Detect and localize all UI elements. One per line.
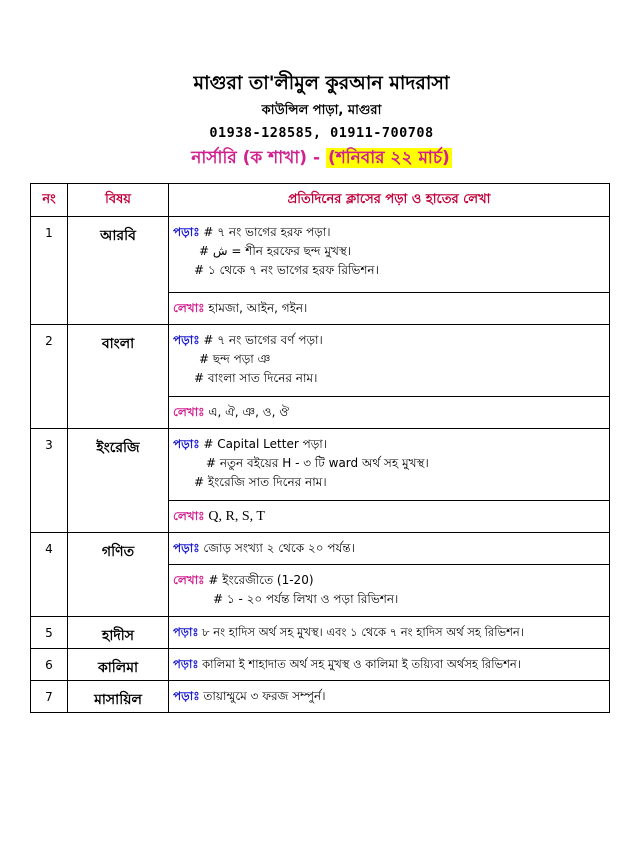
row-number: 4 — [31, 533, 68, 617]
phone-numbers: 01938-128585, 01911-700708 — [209, 125, 434, 141]
read-label: পড়াঃ — [173, 541, 200, 555]
write-line: হামজা, আইন, গইন। — [208, 301, 308, 315]
write-cell — [169, 293, 610, 325]
table-row — [31, 217, 610, 293]
class-date-highlight: (শনিবার ২২ মার্চ) — [327, 148, 450, 168]
read-cell — [169, 325, 610, 397]
row-number: 3 — [31, 429, 68, 533]
subject-name: হাদীস — [68, 617, 169, 649]
class-name: নার্সারি (ক শাখা) — [191, 148, 308, 168]
read-line: তায়াম্মুমে ৩ ফরজ সম্পুর্ন। — [203, 689, 326, 703]
write-line: Q, R, S, T — [208, 509, 265, 524]
read-label: পড়াঃ — [173, 689, 200, 703]
row-number: 7 — [31, 681, 68, 713]
read-label: পড়াঃ — [173, 657, 199, 671]
write-label: লেখাঃ — [173, 405, 205, 419]
write-line: লেখাঃ # ইংরেজীতে (1-20) — [173, 573, 314, 587]
read-line: কালিমা ই শাহাদাত অর্থ সহ মুখস্থ ও কালিমা ই তয়্যিবা অর্থসহ রিভিশন। — [202, 657, 521, 671]
read-cell — [169, 649, 610, 681]
read-cell — [169, 217, 610, 293]
subject-name: মাসায়িল — [68, 681, 169, 713]
row-number: 1 — [31, 217, 68, 325]
subject-name: ইংরেজি — [68, 429, 169, 533]
write-label: লেখাঃ — [173, 573, 205, 587]
read-label: পড়াঃ — [173, 625, 199, 639]
class-date-line — [0, 146, 643, 170]
read-label: পড়াঃ — [173, 437, 200, 451]
read-cell — [169, 617, 610, 649]
table-row — [31, 617, 610, 649]
write-label: লেখাঃ — [173, 301, 205, 315]
read-line: পড়াঃ # Capital Letter পড়া। — [173, 437, 328, 451]
write-line: এ, ঐ, ঞ, ও, ঔ — [208, 405, 290, 419]
read-line: জোড় সংখ্যা ২ থেকে ২০ পর্যন্ত। — [203, 541, 355, 555]
table-row — [31, 325, 610, 397]
read-label: পড়াঃ — [173, 225, 200, 239]
subject-name: বাংলা — [68, 325, 169, 429]
read-line: পড়াঃ # ৭ নং ভাগের বর্ণ পড়া। — [173, 333, 323, 347]
table-row — [31, 649, 610, 681]
write-label: লেখাঃ — [173, 509, 205, 523]
read-line: # ১ থেকে ৭ নং ভাগের হরফ রিভিশন। — [194, 263, 379, 277]
read-line: ৮ নং হাদিস অর্থ সহ মুখস্থ। এবং ১ থেকে ৭ নং হাদিস অর্থ সহ রিভিশন। — [202, 625, 524, 639]
address-line: কাউন্সিল পাড়া, মাগুরা — [261, 103, 382, 118]
read-label: পড়াঃ — [173, 333, 200, 347]
read-line: # ش = শীন হরফের ছন্দ মুখস্থ। — [199, 244, 352, 258]
read-line: # বাংলা সাত দিনের নাম। — [194, 371, 318, 385]
write-cell — [169, 501, 610, 533]
read-cell — [169, 681, 610, 713]
column-header-no: নং — [31, 184, 68, 217]
document-header — [0, 70, 643, 170]
read-line: # ইংরেজি সাত দিনের নাম। — [194, 475, 327, 489]
column-header-subject: বিষয় — [68, 184, 169, 217]
subject-name: গণিত — [68, 533, 169, 617]
write-cell — [169, 565, 610, 617]
read-cell — [169, 429, 610, 501]
class-date-separator: - — [312, 148, 321, 168]
madrasa-title: মাগুরা তা'লীমুল কুরআন মাদরাসা — [193, 72, 450, 94]
read-cell — [169, 533, 610, 565]
subject-name: কালিমা — [68, 649, 169, 681]
table-header-row — [31, 184, 610, 217]
row-number: 5 — [31, 617, 68, 649]
subject-name: আরবি — [68, 217, 169, 325]
read-line: পড়াঃ # ৭ নং ভাগের হরফ পড়া। — [173, 225, 331, 239]
lesson-table — [30, 183, 610, 713]
table-row — [31, 681, 610, 713]
column-header-lesson: প্রতিদিনের ক্লাসের পড়া ও হাতের লেখা — [169, 184, 610, 217]
read-line: # নতুন বইয়ের H - ৩ টি ward অর্থ সহ মুখস্থ। — [206, 456, 429, 470]
row-number: 2 — [31, 325, 68, 429]
write-line: # ১ - ২০ পর্যন্ত লিখা ও পড়া রিভিশন। — [213, 592, 399, 606]
write-cell — [169, 397, 610, 429]
read-line: # ছন্দ পড়া ঞ — [199, 352, 271, 366]
table-row — [31, 429, 610, 501]
row-number: 6 — [31, 649, 68, 681]
table-row — [31, 533, 610, 565]
